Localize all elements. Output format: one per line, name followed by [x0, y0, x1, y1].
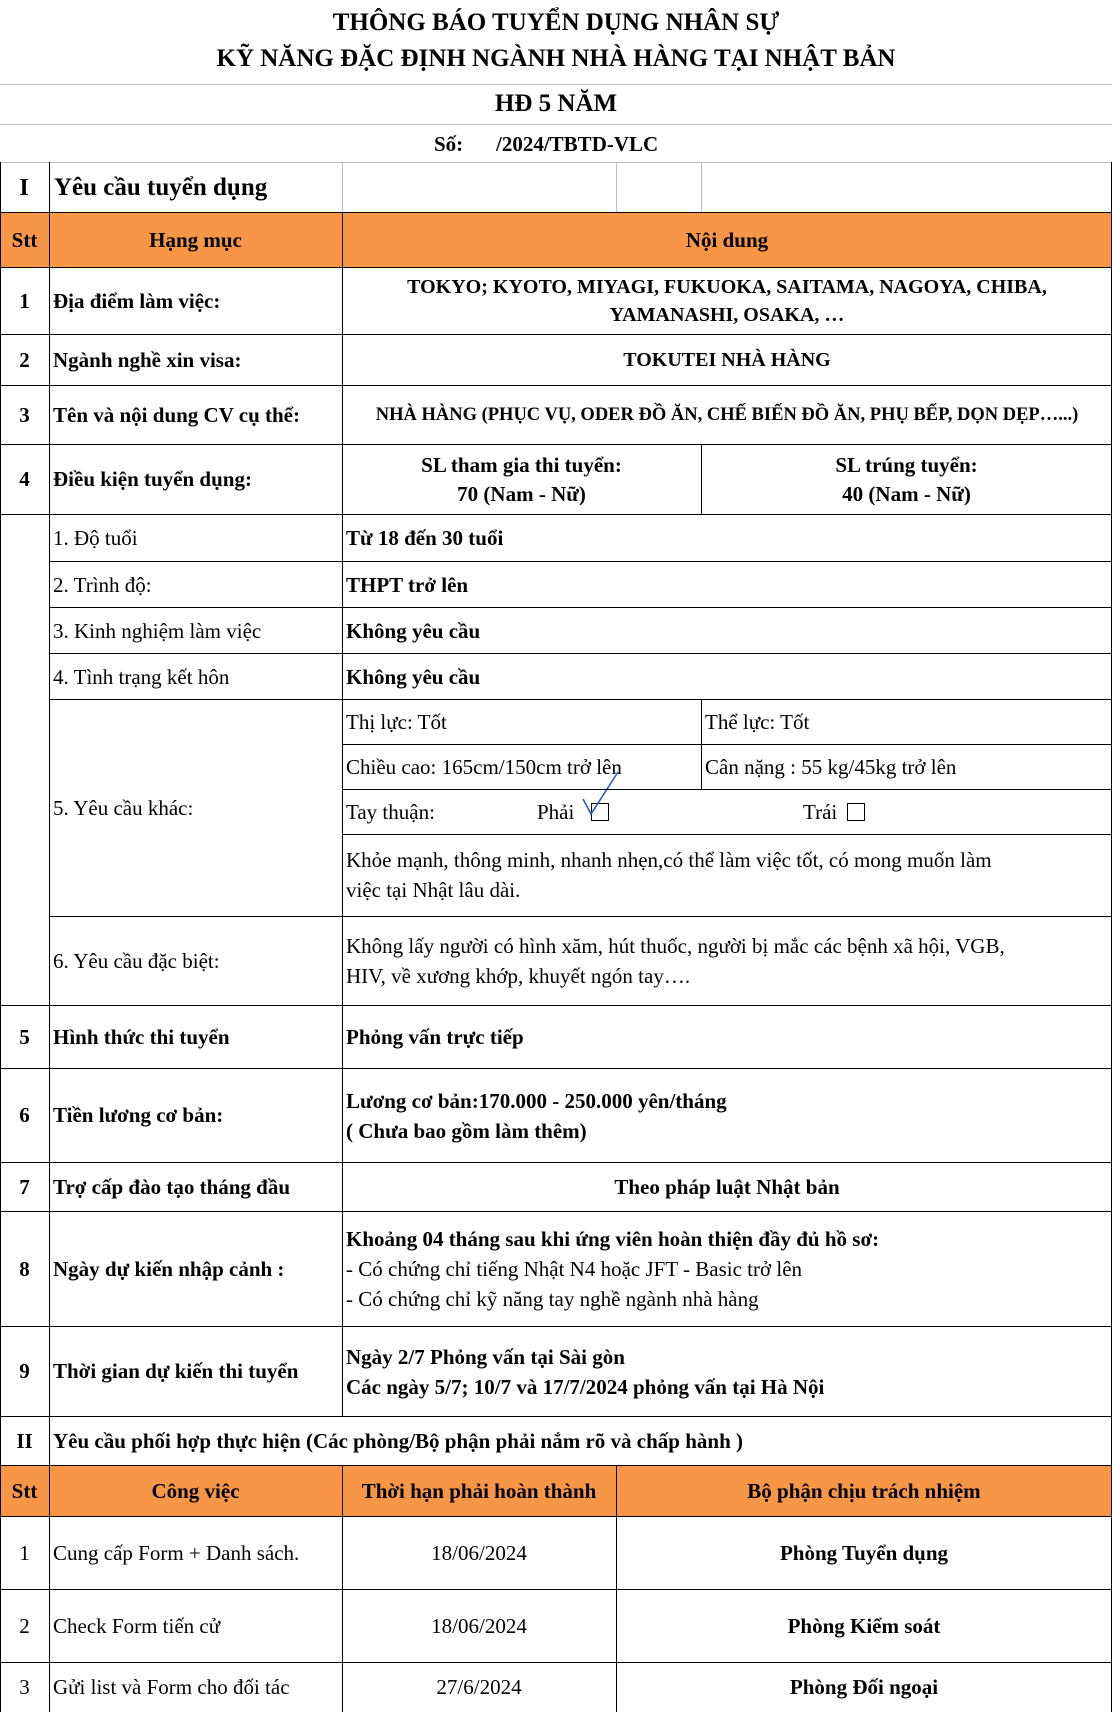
health-requirement [346, 835, 1108, 915]
health-line-2: việc tại Nhật lâu dài. [346, 878, 521, 902]
grid-line [701, 162, 702, 213]
entry-line-3: - Có chứng chỉ kỹ năng tay nghề ngành nhà hàng [346, 1287, 759, 1311]
task-row-3-task: Gửi list và Form cho đối tác [53, 1675, 290, 1699]
task-row-3-stt: 3 [19, 1675, 30, 1699]
table-border [342, 212, 343, 1416]
col-header-deadline: Thời hạn phải hoàn thành [342, 1466, 616, 1516]
section-1-roman: I [19, 174, 29, 201]
entry-line-2: - Có chứng chỉ tiếng Nhật N4 hoặc JFT - Basic trở lên [346, 1257, 803, 1281]
task-row-3-deadline: 27/6/2024 [436, 1675, 522, 1699]
other-requirements-label: 5. Yêu cầu khác: [53, 795, 194, 820]
row-5-stt: 5 [19, 1024, 30, 1049]
table-border [616, 1465, 617, 1712]
number-value: /2024/TBTD-VLC [496, 131, 659, 156]
table-border [0, 1162, 1112, 1163]
check-mark-icon [580, 770, 622, 818]
table-border [49, 561, 1112, 562]
health-line-1: Khỏe mạnh, thông minh, nhanh nhẹn,có thể làm việc tốt, có mong muốn làm [346, 848, 992, 872]
special-line-2: HIV, về xương khớp, khuyết ngón tay…. [346, 964, 691, 988]
col-header-department: Bộ phận chịu trách nhiệm [616, 1466, 1112, 1516]
table-border [0, 162, 1, 1712]
table-border [342, 834, 1112, 835]
height-value: Chiều cao: 165cm/150cm trở lên [346, 754, 622, 779]
col-header-content: Nội dung [342, 213, 1112, 267]
table-border [0, 1068, 1112, 1069]
row-8-stt: 8 [19, 1256, 30, 1281]
table-border [342, 744, 1112, 745]
task-row-2-stt: 2 [19, 1613, 30, 1638]
table-border [701, 699, 702, 789]
section-2-roman: II [16, 1428, 33, 1453]
eyesight-value: Thị lực: Tốt [346, 709, 447, 734]
row-3-content: NHÀ HÀNG (PHỤC VỤ, ODER ĐỒ ĂN, CHẾ BIẾN ĐỒ ĂN, PHỤ BẾP, DỌN DẸP…...) [375, 404, 1079, 425]
table-border [49, 607, 1112, 608]
row-3-label: Tên và nội dung CV cụ thể: [53, 402, 300, 427]
row-9-content [346, 1327, 1106, 1416]
title-line-2: KỸ NĂNG ĐẶC ĐỊNH NGÀNH NHÀ HÀNG TẠI NHẬT BẢN [216, 45, 896, 72]
hand-left-label: Trái [803, 799, 838, 824]
number-label: Số: [434, 131, 464, 156]
table-border [0, 1589, 1112, 1590]
table-border [0, 1211, 1112, 1212]
table-border [49, 653, 1112, 654]
task-row-2-task: Check Form tiến cử [53, 1613, 221, 1638]
table-border [0, 212, 1112, 213]
checkbox-square [847, 803, 865, 821]
grid-line [0, 124, 1112, 125]
table-border [0, 385, 1112, 386]
section-2-title: Yêu cầu phối hợp thực hiện (Các phòng/Bộ phận phải nắm rõ và chấp hành ) [53, 1428, 743, 1453]
task-row-2-deadline: 18/06/2024 [431, 1613, 527, 1638]
table-border [0, 1416, 1112, 1417]
section-1-title: Yêu cầu tuyển dụng [54, 174, 268, 201]
row-7-content: Theo pháp luật Nhật bản [614, 1174, 840, 1199]
participants-label: SL tham gia thi tuyển: [421, 452, 622, 477]
row-5-content: Phỏng vấn trực tiếp [346, 1024, 524, 1049]
education-label: 2. Trình độ: [53, 572, 152, 597]
row-7-label: Trợ cấp đào tạo tháng đầu [53, 1174, 291, 1199]
experience-value: Không yêu cầu [346, 618, 481, 643]
row-3-stt: 3 [19, 402, 30, 427]
task-row-1-stt: 1 [19, 1540, 30, 1565]
table-border [49, 699, 1112, 700]
entry-line-1: Khoảng 04 tháng sau khi ứng viên hoàn thiện đầy đủ hồ sơ: [346, 1227, 880, 1251]
grid-line [616, 162, 617, 213]
hand-label: Tay thuận: [346, 799, 435, 824]
row-7-stt: 7 [19, 1174, 30, 1199]
salary-line-1: Lương cơ bản:170.000 - 250.000 yên/tháng [346, 1088, 727, 1113]
row-6-stt: 6 [19, 1103, 30, 1127]
row-6-label: Tiền lương cơ bản: [53, 1103, 224, 1127]
hand-left-checkbox[interactable] [847, 790, 877, 834]
special-line-1: Không lấy người có hình xăm, hút thuốc, người bị mắc các bệnh xã hội, VGB, [346, 934, 1005, 958]
table-border [701, 444, 702, 514]
weight-value: Cân nặng : 55 kg/45kg trở lên [705, 754, 957, 779]
table-border [0, 1516, 1112, 1517]
col-header-item: Hạng mục [49, 213, 342, 267]
task-row-1-deadline: 18/06/2024 [431, 1540, 527, 1565]
table-border [49, 162, 50, 1712]
row-2-content: TOKUTEI NHÀ HÀNG [623, 348, 831, 371]
row-1-content-line-1: TOKYO; KYOTO, MIYAGI, FUKUOKA, SAITAMA, NAGOYA, CHIBA, [407, 276, 1047, 298]
table-border [342, 1465, 343, 1712]
row-9-stt: 9 [19, 1359, 30, 1383]
grid-line [0, 84, 1112, 85]
age-label: 1. Độ tuổi [53, 525, 138, 550]
exam-line-1: Ngày 2/7 Phỏng vấn tại Sài gòn [346, 1344, 625, 1369]
grid-line [0, 162, 1112, 163]
exam-line-2: Các ngày 5/7; 10/7 và 17/7/2024 phỏng vấn tại Hà Nội [346, 1374, 825, 1399]
row-1-content [342, 268, 1112, 334]
row-8-label: Ngày dự kiến nhập cảnh : [53, 1256, 285, 1281]
row-2-label: Ngành nghề xin visa: [53, 347, 242, 372]
table-border [0, 334, 1112, 335]
special-requirements-value [346, 917, 1108, 1005]
age-value: Từ 18 đến 30 tuổi [346, 525, 504, 550]
education-value: THPT trở lên [346, 572, 469, 597]
table-border [342, 789, 1112, 790]
grid-line [342, 162, 343, 213]
task-row-3-department: Phòng Đối ngoại [789, 1675, 939, 1699]
col-header-stt: Stt [0, 213, 49, 267]
marital-value: Không yêu cầu [346, 664, 481, 689]
row-4-selected [701, 445, 1112, 514]
selected-value: 40 (Nam - Nữ) [842, 481, 971, 506]
table-border [49, 916, 1112, 917]
table-border [0, 1326, 1112, 1327]
row-9-label: Thời gian dự kiến thi tuyển [53, 1359, 299, 1383]
row-8-content [346, 1212, 1106, 1326]
marital-label: 4. Tình trạng kết hôn [53, 664, 230, 689]
special-requirements-label: 6. Yêu cầu đặc biệt: [53, 948, 220, 973]
row-1-content-line-2: YAMANASHI, OSAKA, … [609, 304, 845, 326]
row-4-stt: 4 [19, 467, 30, 491]
table-border [0, 1465, 1112, 1466]
salary-line-2: ( Chưa bao gồm làm thêm) [346, 1118, 587, 1143]
row-4-label: Điều kiện tuyển dụng: [53, 467, 252, 491]
table-border [0, 444, 1112, 445]
experience-label: 3. Kinh nghiệm làm việc [53, 618, 262, 643]
task-row-1-department: Phòng Tuyển dụng [779, 1540, 949, 1565]
participants-value: 70 (Nam - Nữ) [457, 481, 586, 506]
row-5-label: Hình thức thi tuyển [53, 1024, 230, 1049]
contract-term: HĐ 5 NĂM [494, 90, 618, 117]
row-2-stt: 2 [19, 347, 30, 372]
table-border [0, 514, 1112, 515]
hand-right-label: Phải [537, 799, 575, 824]
table-border [0, 267, 1112, 268]
fitness-value: Thể lực: Tốt [705, 709, 810, 734]
row-1-stt: 1 [19, 288, 30, 313]
row-4-participants [342, 445, 701, 514]
row-1-label: Địa điểm làm việc: [53, 288, 221, 313]
selected-label: SL trúng tuyển: [835, 452, 978, 477]
task-row-1-task: Cung cấp Form + Danh sách. [53, 1540, 300, 1565]
title-line-1: THÔNG BÁO TUYỂN DỤNG NHÂN SỰ [332, 9, 780, 36]
row-6-content [346, 1069, 1106, 1162]
table-border [0, 1005, 1112, 1006]
col-header-task: Công việc [49, 1466, 342, 1516]
task-row-2-department: Phòng Kiểm soát [787, 1613, 941, 1638]
table-border [0, 1662, 1112, 1663]
col-header-stt-2: Stt [0, 1466, 49, 1516]
